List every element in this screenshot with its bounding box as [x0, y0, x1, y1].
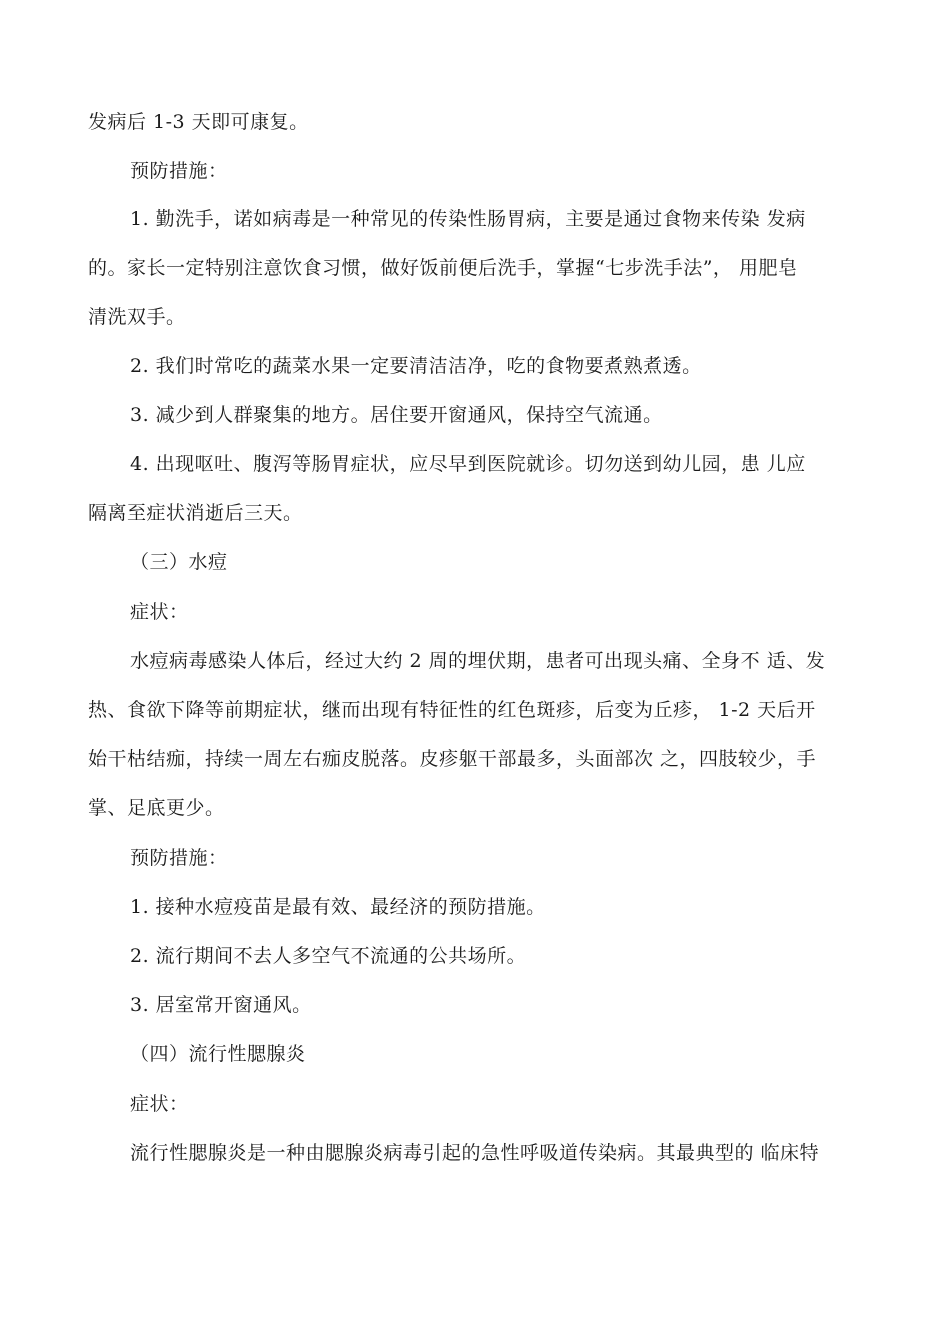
text-line: 流行性腮腺炎是一种由腮腺炎病毒引起的急性呼吸道传染病。其最典型的 临床特: [130, 1142, 820, 1164]
list-item: 1. 接种水痘疫苗是最有效、最经济的预防措施。: [130, 896, 546, 918]
text-line: 清洗双手。: [88, 306, 186, 328]
list-item: 1. 勤洗手，诺如病毒是一种常见的传染性肠胃病，主要是通过食物来传染 发病: [130, 208, 806, 230]
section-heading: （四）流行性腮腺炎: [130, 1043, 306, 1065]
section-heading: 症状：: [130, 1093, 189, 1115]
section-heading: （三）水痘: [130, 551, 228, 573]
section-heading: 预防措施：: [130, 847, 228, 869]
text-line: 掌、足底更少。: [88, 797, 225, 819]
list-item: 3. 居室常开窗通风。: [130, 994, 312, 1016]
text-line: 发病后 1-3 天即可康复。: [88, 111, 309, 133]
text-line: 热、食欲下降等前期症状，继而出现有特征性的红色斑疹，后变为丘疹， 1-2 天后开: [88, 699, 816, 721]
list-item: 4. 出现呕吐、腹泻等肠胃症状，应尽早到医院就诊。切勿送到幼儿园，患 儿应: [130, 453, 806, 475]
list-item: 2. 我们时常吃的蔬菜水果一定要清洁洁净，吃的食物要煮熟煮透。: [130, 355, 702, 377]
section-heading: 预防措施：: [130, 160, 228, 182]
list-item: 3. 减少到人群聚集的地方。居住要开窗通风，保持空气流通。: [130, 404, 663, 426]
text-line: 水痘病毒感染人体后，经过大约 2 周的埋伏期，患者可出现头痛、全身不 适、发: [130, 650, 826, 672]
text-line: 的。家长一定特别注意饮食习惯，做好饭前便后洗手，掌握“七步洗手法”， 用肥皂: [88, 257, 798, 279]
list-item: 2. 流行期间不去人多空气不流通的公共场所。: [130, 945, 527, 967]
section-heading: 症状：: [130, 601, 189, 623]
text-line: 始干枯结痂，持续一周左右痂皮脱落。皮疹躯干部最多，头面部次 之，四肢较少，手: [88, 748, 817, 770]
text-line: 隔离至症状消逝后三天。: [88, 502, 303, 524]
